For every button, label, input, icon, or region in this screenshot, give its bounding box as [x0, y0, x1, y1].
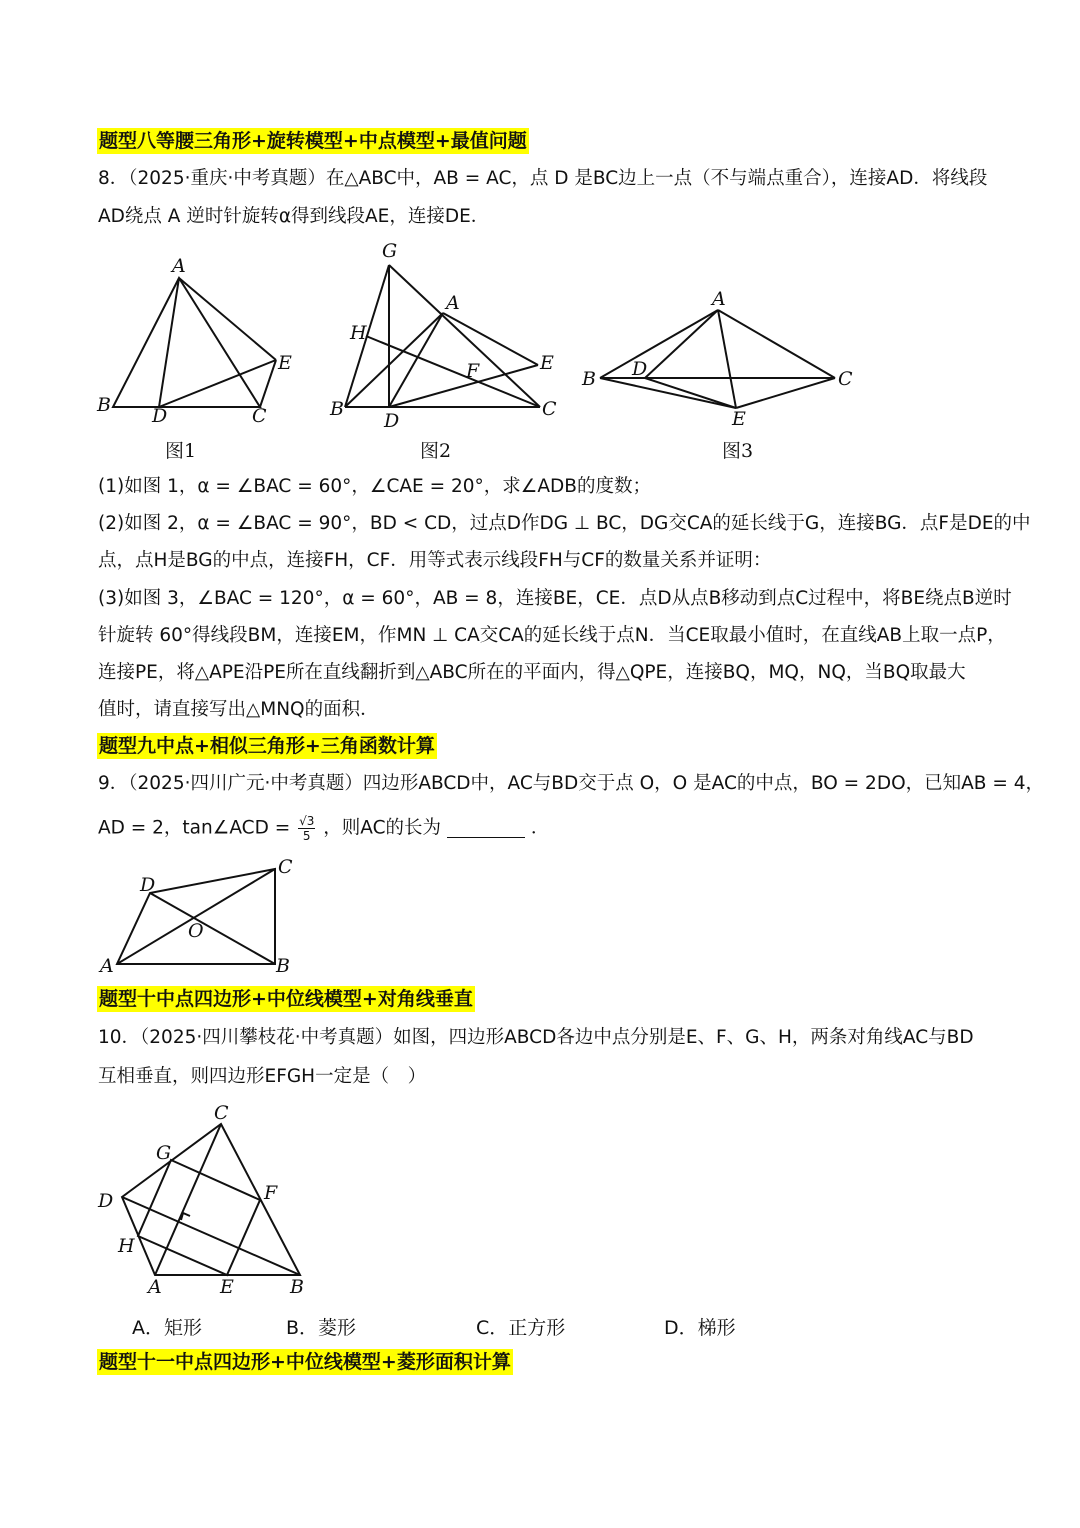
q8-part-2b: 点，点H是BG的中点，连接FH，CF．用等式表示线段FH与CF的数量关系并证明：	[98, 550, 772, 571]
section-header-8: 题型八等腰三角形+旋转模型+中点模型+最值问题	[99, 130, 527, 152]
q10-label-b: B	[290, 1276, 304, 1298]
q8-part-3c: 连接PE，将△APE沿PE所在直线翻折到△ABC所在的平面内，得△QPE，连接BQ，MQ，NQ，当BQ取最大	[98, 662, 966, 683]
section-header-10: 题型十中点四边形+中位线模型+对角线垂直	[99, 988, 473, 1010]
q10-label-a: A	[148, 1276, 162, 1298]
q10-label-d: D	[98, 1190, 114, 1212]
fig2-label-e: E	[540, 352, 554, 374]
q10-line-2: 互相垂直，则四边形EFGH一定是（ ）	[98, 1066, 427, 1087]
q8-part-3d: 值时，请直接写出△MNQ的面积．	[98, 699, 379, 720]
q9-label-a: A	[100, 955, 114, 977]
q9-label-d: D	[140, 874, 156, 896]
q9-label-b: B	[276, 955, 290, 977]
q9-line-2	[98, 814, 549, 843]
q10-label-f: F	[264, 1182, 278, 1204]
q9-line-2-mid: ，则AC的长为	[323, 817, 442, 839]
fig2-label-b: B	[330, 398, 344, 420]
q8-line-2: AD绕点 A 逆时针旋转α得到线段AE，连接DE．	[98, 206, 490, 227]
fig1-label-a: A	[172, 255, 186, 277]
fig1-label-d: D	[152, 405, 168, 427]
q10-option-b[interactable]: B．菱形	[286, 1317, 357, 1339]
section-header-11: 题型十一中点四边形+中位线模型+菱形面积计算	[99, 1351, 511, 1373]
q10-figure	[100, 1110, 320, 1300]
fig1-label-e: E	[278, 352, 292, 374]
fig1-label-c: C	[252, 405, 267, 427]
fig2-label-g: G	[382, 240, 398, 262]
fig1-label-b: B	[97, 394, 111, 416]
q8-part-2a: (2)如图 2，α = ∠BAC = 90°，BD < CD，过点D作DG ⊥ BC，DG交CA的延长线于G，连接BG．点F是DE的中	[98, 513, 1031, 534]
fig3-label-c: C	[838, 368, 853, 390]
q10-line-1: 10．（2025·四川攀枝花·中考真题）如图，四边形ABCD各边中点分别是E、F、G、H，两条对角线AC与BD	[98, 1027, 974, 1048]
fig1-caption: 图1	[165, 440, 197, 462]
section-header-9: 题型九中点+相似三角形+三角函数计算	[99, 735, 435, 757]
q10-label-g: G	[156, 1142, 172, 1164]
q9-label-c: C	[278, 856, 293, 878]
fig2-label-d: D	[384, 410, 400, 432]
fig3-label-a: A	[712, 288, 726, 310]
q9-fraction-numerator: √3	[299, 814, 315, 828]
q8-part-3a: (3)如图 3，∠BAC = 120°，α = 60°，AB = 8，连接BE，CE．点D从点B移动到点C过程中，将BE绕点B逆时	[98, 588, 1012, 609]
q9-line-1: 9．（2025·四川广元·中考真题）四边形ABCD中，AC与BD交于点 O，O 是AC的中点，BO = 2DO，已知AB = 4，	[98, 773, 1045, 794]
q9-answer-blank[interactable]	[447, 819, 525, 838]
fig3-label-b: B	[582, 368, 596, 390]
q10-option-c[interactable]: C．正方形	[476, 1317, 566, 1339]
q9-line-2-start: AD = 2，tan∠ACD =	[98, 817, 291, 839]
q8-part-3b: 针旋转 60°得线段BM，连接EM，作MN ⊥ CA交CA的延长线于点N．当CE取最小值时，在直线AB上取一点P，	[98, 625, 1006, 646]
q10-label-c: C	[214, 1102, 229, 1124]
q8-line-1: 8．（2025·重庆·中考真题）在△ABC中，AB = AC，点 D 是BC边上一点（不与端点重合），连接AD．将线段	[98, 168, 988, 189]
q9-fraction-denominator: 5	[302, 829, 311, 843]
q10-label-h: H	[118, 1235, 135, 1257]
fig2-label-f: F	[466, 360, 480, 382]
q9-line-2-end: ．	[530, 817, 550, 839]
q10-option-a[interactable]: A．矩形	[132, 1317, 202, 1339]
fig2-label-a: A	[446, 292, 460, 314]
q8-figure-1	[90, 250, 310, 430]
fig2-caption: 图2	[420, 440, 452, 462]
q9-figure	[100, 860, 300, 975]
q8-part-1: (1)如图 1，α = ∠BAC = 60°，∠CAE = 20°，求∠ADB的度数；	[98, 476, 651, 497]
fig2-label-h: H	[350, 322, 367, 344]
fig3-label-e: E	[732, 408, 746, 430]
q10-label-e: E	[220, 1276, 234, 1298]
q9-label-o: O	[188, 920, 204, 942]
fig2-label-c: C	[542, 398, 557, 420]
fig3-caption: 图3	[722, 440, 754, 462]
q9-fraction	[298, 814, 315, 843]
q10-option-d[interactable]: D．梯形	[664, 1317, 736, 1339]
fig3-label-d: D	[632, 358, 648, 380]
